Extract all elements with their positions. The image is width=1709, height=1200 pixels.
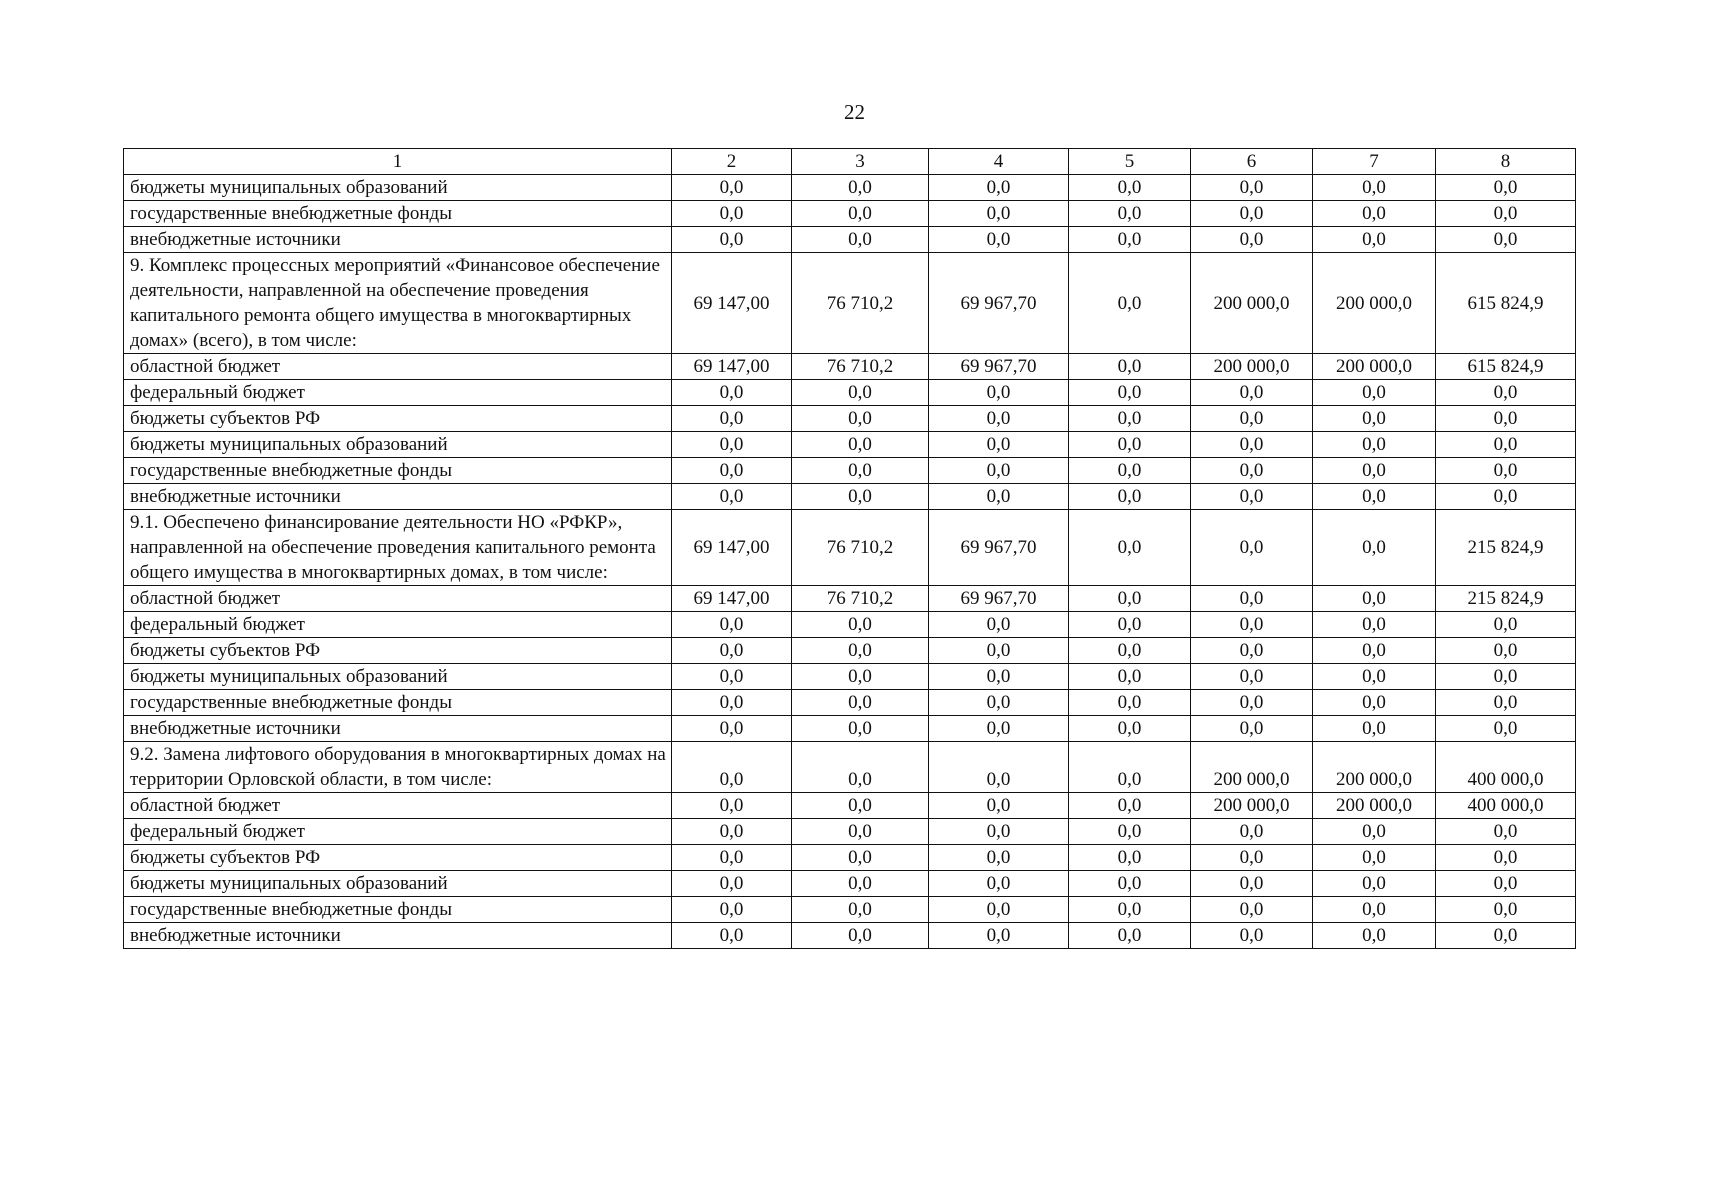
value-cell: 0,0 <box>1436 638 1576 664</box>
value-cell: 0,0 <box>1069 354 1191 380</box>
value-cell: 0,0 <box>1069 923 1191 949</box>
value-cell: 200 000,0 <box>1191 793 1313 819</box>
budget-table <box>123 148 1576 949</box>
row-label: бюджеты муниципальных образований <box>124 664 672 690</box>
value-cell: 215 824,9 <box>1436 586 1576 612</box>
value-cell: 0,0 <box>1191 432 1313 458</box>
table-row <box>124 664 1576 690</box>
value-cell: 0,0 <box>1436 690 1576 716</box>
value-cell: 0,0 <box>1191 612 1313 638</box>
value-cell: 0,0 <box>792 484 929 510</box>
value-cell: 0,0 <box>792 664 929 690</box>
value-cell: 0,0 <box>1313 897 1436 923</box>
value-cell: 0,0 <box>1436 201 1576 227</box>
value-cell: 0,0 <box>1436 432 1576 458</box>
value-cell: 0,0 <box>672 664 792 690</box>
value-cell: 0,0 <box>929 923 1069 949</box>
value-cell: 0,0 <box>1436 897 1576 923</box>
value-cell: 0,0 <box>1069 380 1191 406</box>
value-cell: 0,0 <box>1069 484 1191 510</box>
value-cell: 0,0 <box>1069 742 1191 793</box>
table-row <box>124 406 1576 432</box>
value-cell: 0,0 <box>1436 819 1576 845</box>
value-cell: 0,0 <box>1191 510 1313 586</box>
value-cell: 400 000,0 <box>1436 793 1576 819</box>
row-label: государственные внебюджетные фонды <box>124 690 672 716</box>
row-label: федеральный бюджет <box>124 612 672 638</box>
value-cell: 0,0 <box>1069 227 1191 253</box>
value-cell: 0,0 <box>1436 406 1576 432</box>
value-cell: 76 710,2 <box>792 586 929 612</box>
value-cell: 76 710,2 <box>792 510 929 586</box>
value-cell: 0,0 <box>929 458 1069 484</box>
value-cell: 0,0 <box>1069 432 1191 458</box>
value-cell: 0,0 <box>1191 845 1313 871</box>
value-cell: 0,0 <box>1436 380 1576 406</box>
value-cell: 200 000,0 <box>1313 354 1436 380</box>
table-row <box>124 716 1576 742</box>
value-cell: 0,0 <box>1436 612 1576 638</box>
value-cell: 0,0 <box>792 227 929 253</box>
value-cell: 0,0 <box>1069 175 1191 201</box>
value-cell: 0,0 <box>792 871 929 897</box>
value-cell: 0,0 <box>1313 510 1436 586</box>
table-row <box>124 510 1576 586</box>
table-row <box>124 458 1576 484</box>
value-cell: 0,0 <box>792 612 929 638</box>
row-label: 9.1. Обеспечено финансирование деятельности НО «РФКР», направленной на обеспечение проведения капитального ремонта общего имущества в многоквартирных домах, в том числе: <box>124 510 672 586</box>
value-cell: 69 147,00 <box>672 586 792 612</box>
value-cell: 0,0 <box>929 432 1069 458</box>
value-cell: 0,0 <box>1436 175 1576 201</box>
row-label: бюджеты муниципальных образований <box>124 871 672 897</box>
value-cell: 0,0 <box>1069 690 1191 716</box>
table-row <box>124 432 1576 458</box>
value-cell: 0,0 <box>929 227 1069 253</box>
value-cell: 0,0 <box>672 742 792 793</box>
value-cell: 0,0 <box>1069 638 1191 664</box>
table-row <box>124 638 1576 664</box>
value-cell: 0,0 <box>1436 716 1576 742</box>
value-cell: 0,0 <box>1191 380 1313 406</box>
value-cell: 0,0 <box>929 716 1069 742</box>
value-cell: 0,0 <box>1069 612 1191 638</box>
value-cell: 0,0 <box>1313 201 1436 227</box>
value-cell: 0,0 <box>929 793 1069 819</box>
value-cell: 0,0 <box>672 638 792 664</box>
value-cell: 69 967,70 <box>929 510 1069 586</box>
value-cell: 0,0 <box>1313 380 1436 406</box>
value-cell: 0,0 <box>672 227 792 253</box>
value-cell: 0,0 <box>1191 690 1313 716</box>
value-cell: 0,0 <box>792 432 929 458</box>
row-label: бюджеты муниципальных образований <box>124 175 672 201</box>
value-cell: 0,0 <box>929 845 1069 871</box>
value-cell: 0,0 <box>672 923 792 949</box>
value-cell: 0,0 <box>1313 484 1436 510</box>
value-cell: 0,0 <box>929 871 1069 897</box>
value-cell: 0,0 <box>1313 432 1436 458</box>
table-row <box>124 253 1576 354</box>
value-cell: 0,0 <box>929 201 1069 227</box>
value-cell: 215 824,9 <box>1436 510 1576 586</box>
value-cell: 200 000,0 <box>1191 354 1313 380</box>
value-cell: 200 000,0 <box>1313 253 1436 354</box>
table-row <box>124 175 1576 201</box>
table-row <box>124 871 1576 897</box>
value-cell: 0,0 <box>929 406 1069 432</box>
table-body <box>124 175 1576 949</box>
value-cell: 615 824,9 <box>1436 253 1576 354</box>
value-cell: 0,0 <box>1069 819 1191 845</box>
value-cell: 76 710,2 <box>792 253 929 354</box>
value-cell: 0,0 <box>929 380 1069 406</box>
row-label: 9. Комплекс процессных мероприятий «Финансовое обеспечение деятельности, направленной на обеспечение проведения капитального ремонта общего имущества в многоквартирных домах» (всего), в том числе: <box>124 253 672 354</box>
value-cell: 0,0 <box>1313 638 1436 664</box>
table-row <box>124 354 1576 380</box>
table-row <box>124 742 1576 793</box>
value-cell: 0,0 <box>1436 871 1576 897</box>
value-cell: 0,0 <box>1313 406 1436 432</box>
column-header: 4 <box>929 149 1069 175</box>
table-row <box>124 484 1576 510</box>
value-cell: 0,0 <box>1313 458 1436 484</box>
table-row <box>124 793 1576 819</box>
value-cell: 0,0 <box>792 845 929 871</box>
table-row <box>124 612 1576 638</box>
header-row <box>124 149 1576 175</box>
value-cell: 0,0 <box>792 819 929 845</box>
value-cell: 0,0 <box>672 484 792 510</box>
value-cell: 0,0 <box>1436 923 1576 949</box>
row-label: внебюджетные источники <box>124 923 672 949</box>
value-cell: 0,0 <box>672 690 792 716</box>
value-cell: 69 967,70 <box>929 354 1069 380</box>
row-label: областной бюджет <box>124 793 672 819</box>
table-row <box>124 897 1576 923</box>
column-header: 2 <box>672 149 792 175</box>
value-cell: 200 000,0 <box>1191 742 1313 793</box>
value-cell: 0,0 <box>1313 664 1436 690</box>
value-cell: 0,0 <box>672 406 792 432</box>
value-cell: 0,0 <box>929 664 1069 690</box>
value-cell: 0,0 <box>792 690 929 716</box>
row-label: государственные внебюджетные фонды <box>124 201 672 227</box>
value-cell: 0,0 <box>1436 458 1576 484</box>
value-cell: 0,0 <box>792 923 929 949</box>
value-cell: 0,0 <box>1313 845 1436 871</box>
value-cell: 0,0 <box>792 406 929 432</box>
value-cell: 0,0 <box>1191 586 1313 612</box>
value-cell: 0,0 <box>792 897 929 923</box>
value-cell: 0,0 <box>1069 664 1191 690</box>
value-cell: 615 824,9 <box>1436 354 1576 380</box>
value-cell: 0,0 <box>1313 819 1436 845</box>
value-cell: 0,0 <box>672 458 792 484</box>
value-cell: 0,0 <box>1069 201 1191 227</box>
value-cell: 0,0 <box>1313 586 1436 612</box>
value-cell: 0,0 <box>1191 716 1313 742</box>
value-cell: 0,0 <box>1069 716 1191 742</box>
value-cell: 0,0 <box>929 484 1069 510</box>
row-label: внебюджетные источники <box>124 484 672 510</box>
value-cell: 0,0 <box>792 742 929 793</box>
value-cell: 0,0 <box>929 612 1069 638</box>
value-cell: 0,0 <box>792 793 929 819</box>
table-row <box>124 227 1576 253</box>
value-cell: 0,0 <box>1191 923 1313 949</box>
value-cell: 0,0 <box>1069 793 1191 819</box>
value-cell: 200 000,0 <box>1191 253 1313 354</box>
value-cell: 0,0 <box>1436 845 1576 871</box>
value-cell: 69 967,70 <box>929 586 1069 612</box>
value-cell: 0,0 <box>1191 484 1313 510</box>
value-cell: 0,0 <box>1069 871 1191 897</box>
value-cell: 0,0 <box>929 742 1069 793</box>
value-cell: 0,0 <box>1191 175 1313 201</box>
table-row <box>124 845 1576 871</box>
value-cell: 0,0 <box>1191 897 1313 923</box>
value-cell: 0,0 <box>1191 458 1313 484</box>
table-row <box>124 380 1576 406</box>
table-row <box>124 819 1576 845</box>
value-cell: 0,0 <box>929 175 1069 201</box>
row-label: областной бюджет <box>124 354 672 380</box>
row-label: внебюджетные источники <box>124 716 672 742</box>
table-row <box>124 690 1576 716</box>
value-cell: 0,0 <box>1436 664 1576 690</box>
value-cell: 0,0 <box>1069 406 1191 432</box>
value-cell: 0,0 <box>672 871 792 897</box>
value-cell: 0,0 <box>929 897 1069 923</box>
row-label: бюджеты муниципальных образований <box>124 432 672 458</box>
row-label: бюджеты субъектов РФ <box>124 845 672 871</box>
value-cell: 0,0 <box>1191 638 1313 664</box>
value-cell: 76 710,2 <box>792 354 929 380</box>
value-cell: 0,0 <box>792 638 929 664</box>
value-cell: 0,0 <box>1069 586 1191 612</box>
value-cell: 0,0 <box>792 175 929 201</box>
value-cell: 0,0 <box>672 201 792 227</box>
column-header: 6 <box>1191 149 1313 175</box>
row-label: областной бюджет <box>124 586 672 612</box>
table-row <box>124 586 1576 612</box>
value-cell: 200 000,0 <box>1313 742 1436 793</box>
value-cell: 0,0 <box>792 716 929 742</box>
value-cell: 69 967,70 <box>929 253 1069 354</box>
value-cell: 0,0 <box>1313 175 1436 201</box>
row-label: бюджеты субъектов РФ <box>124 406 672 432</box>
value-cell: 0,0 <box>1313 690 1436 716</box>
value-cell: 0,0 <box>1313 871 1436 897</box>
value-cell: 0,0 <box>1069 845 1191 871</box>
value-cell: 200 000,0 <box>1313 793 1436 819</box>
value-cell: 0,0 <box>1313 716 1436 742</box>
row-label: государственные внебюджетные фонды <box>124 897 672 923</box>
table-row <box>124 923 1576 949</box>
row-label: государственные внебюджетные фонды <box>124 458 672 484</box>
value-cell: 0,0 <box>929 819 1069 845</box>
row-label: внебюджетные источники <box>124 227 672 253</box>
value-cell: 0,0 <box>792 201 929 227</box>
value-cell: 0,0 <box>1313 612 1436 638</box>
value-cell: 0,0 <box>1191 227 1313 253</box>
value-cell: 0,0 <box>672 897 792 923</box>
column-header: 5 <box>1069 149 1191 175</box>
value-cell: 0,0 <box>792 458 929 484</box>
value-cell: 0,0 <box>1313 227 1436 253</box>
value-cell: 69 147,00 <box>672 510 792 586</box>
value-cell: 0,0 <box>792 380 929 406</box>
value-cell: 0,0 <box>672 793 792 819</box>
value-cell: 0,0 <box>1313 923 1436 949</box>
value-cell: 0,0 <box>672 819 792 845</box>
table-row <box>124 201 1576 227</box>
value-cell: 0,0 <box>1436 484 1576 510</box>
value-cell: 69 147,00 <box>672 354 792 380</box>
value-cell: 0,0 <box>672 716 792 742</box>
table-header <box>124 149 1576 175</box>
value-cell: 0,0 <box>1069 253 1191 354</box>
value-cell: 69 147,00 <box>672 253 792 354</box>
row-label: федеральный бюджет <box>124 819 672 845</box>
value-cell: 0,0 <box>1191 201 1313 227</box>
value-cell: 0,0 <box>1191 819 1313 845</box>
value-cell: 0,0 <box>672 380 792 406</box>
row-label: 9.2. Замена лифтового оборудования в многоквартирных домах на территории Орловской области, в том числе: <box>124 742 672 793</box>
value-cell: 0,0 <box>1191 871 1313 897</box>
column-header: 1 <box>124 149 672 175</box>
value-cell: 0,0 <box>1436 227 1576 253</box>
value-cell: 0,0 <box>929 638 1069 664</box>
value-cell: 0,0 <box>1069 458 1191 484</box>
value-cell: 0,0 <box>1069 897 1191 923</box>
column-header: 3 <box>792 149 929 175</box>
value-cell: 0,0 <box>672 845 792 871</box>
value-cell: 0,0 <box>672 432 792 458</box>
value-cell: 0,0 <box>1191 406 1313 432</box>
value-cell: 0,0 <box>672 612 792 638</box>
value-cell: 0,0 <box>1069 510 1191 586</box>
value-cell: 0,0 <box>1191 664 1313 690</box>
column-header: 7 <box>1313 149 1436 175</box>
page-number: 22 <box>844 100 865 124</box>
value-cell: 0,0 <box>929 690 1069 716</box>
value-cell: 0,0 <box>672 175 792 201</box>
value-cell: 400 000,0 <box>1436 742 1576 793</box>
row-label: бюджеты субъектов РФ <box>124 638 672 664</box>
column-header: 8 <box>1436 149 1576 175</box>
row-label: федеральный бюджет <box>124 380 672 406</box>
